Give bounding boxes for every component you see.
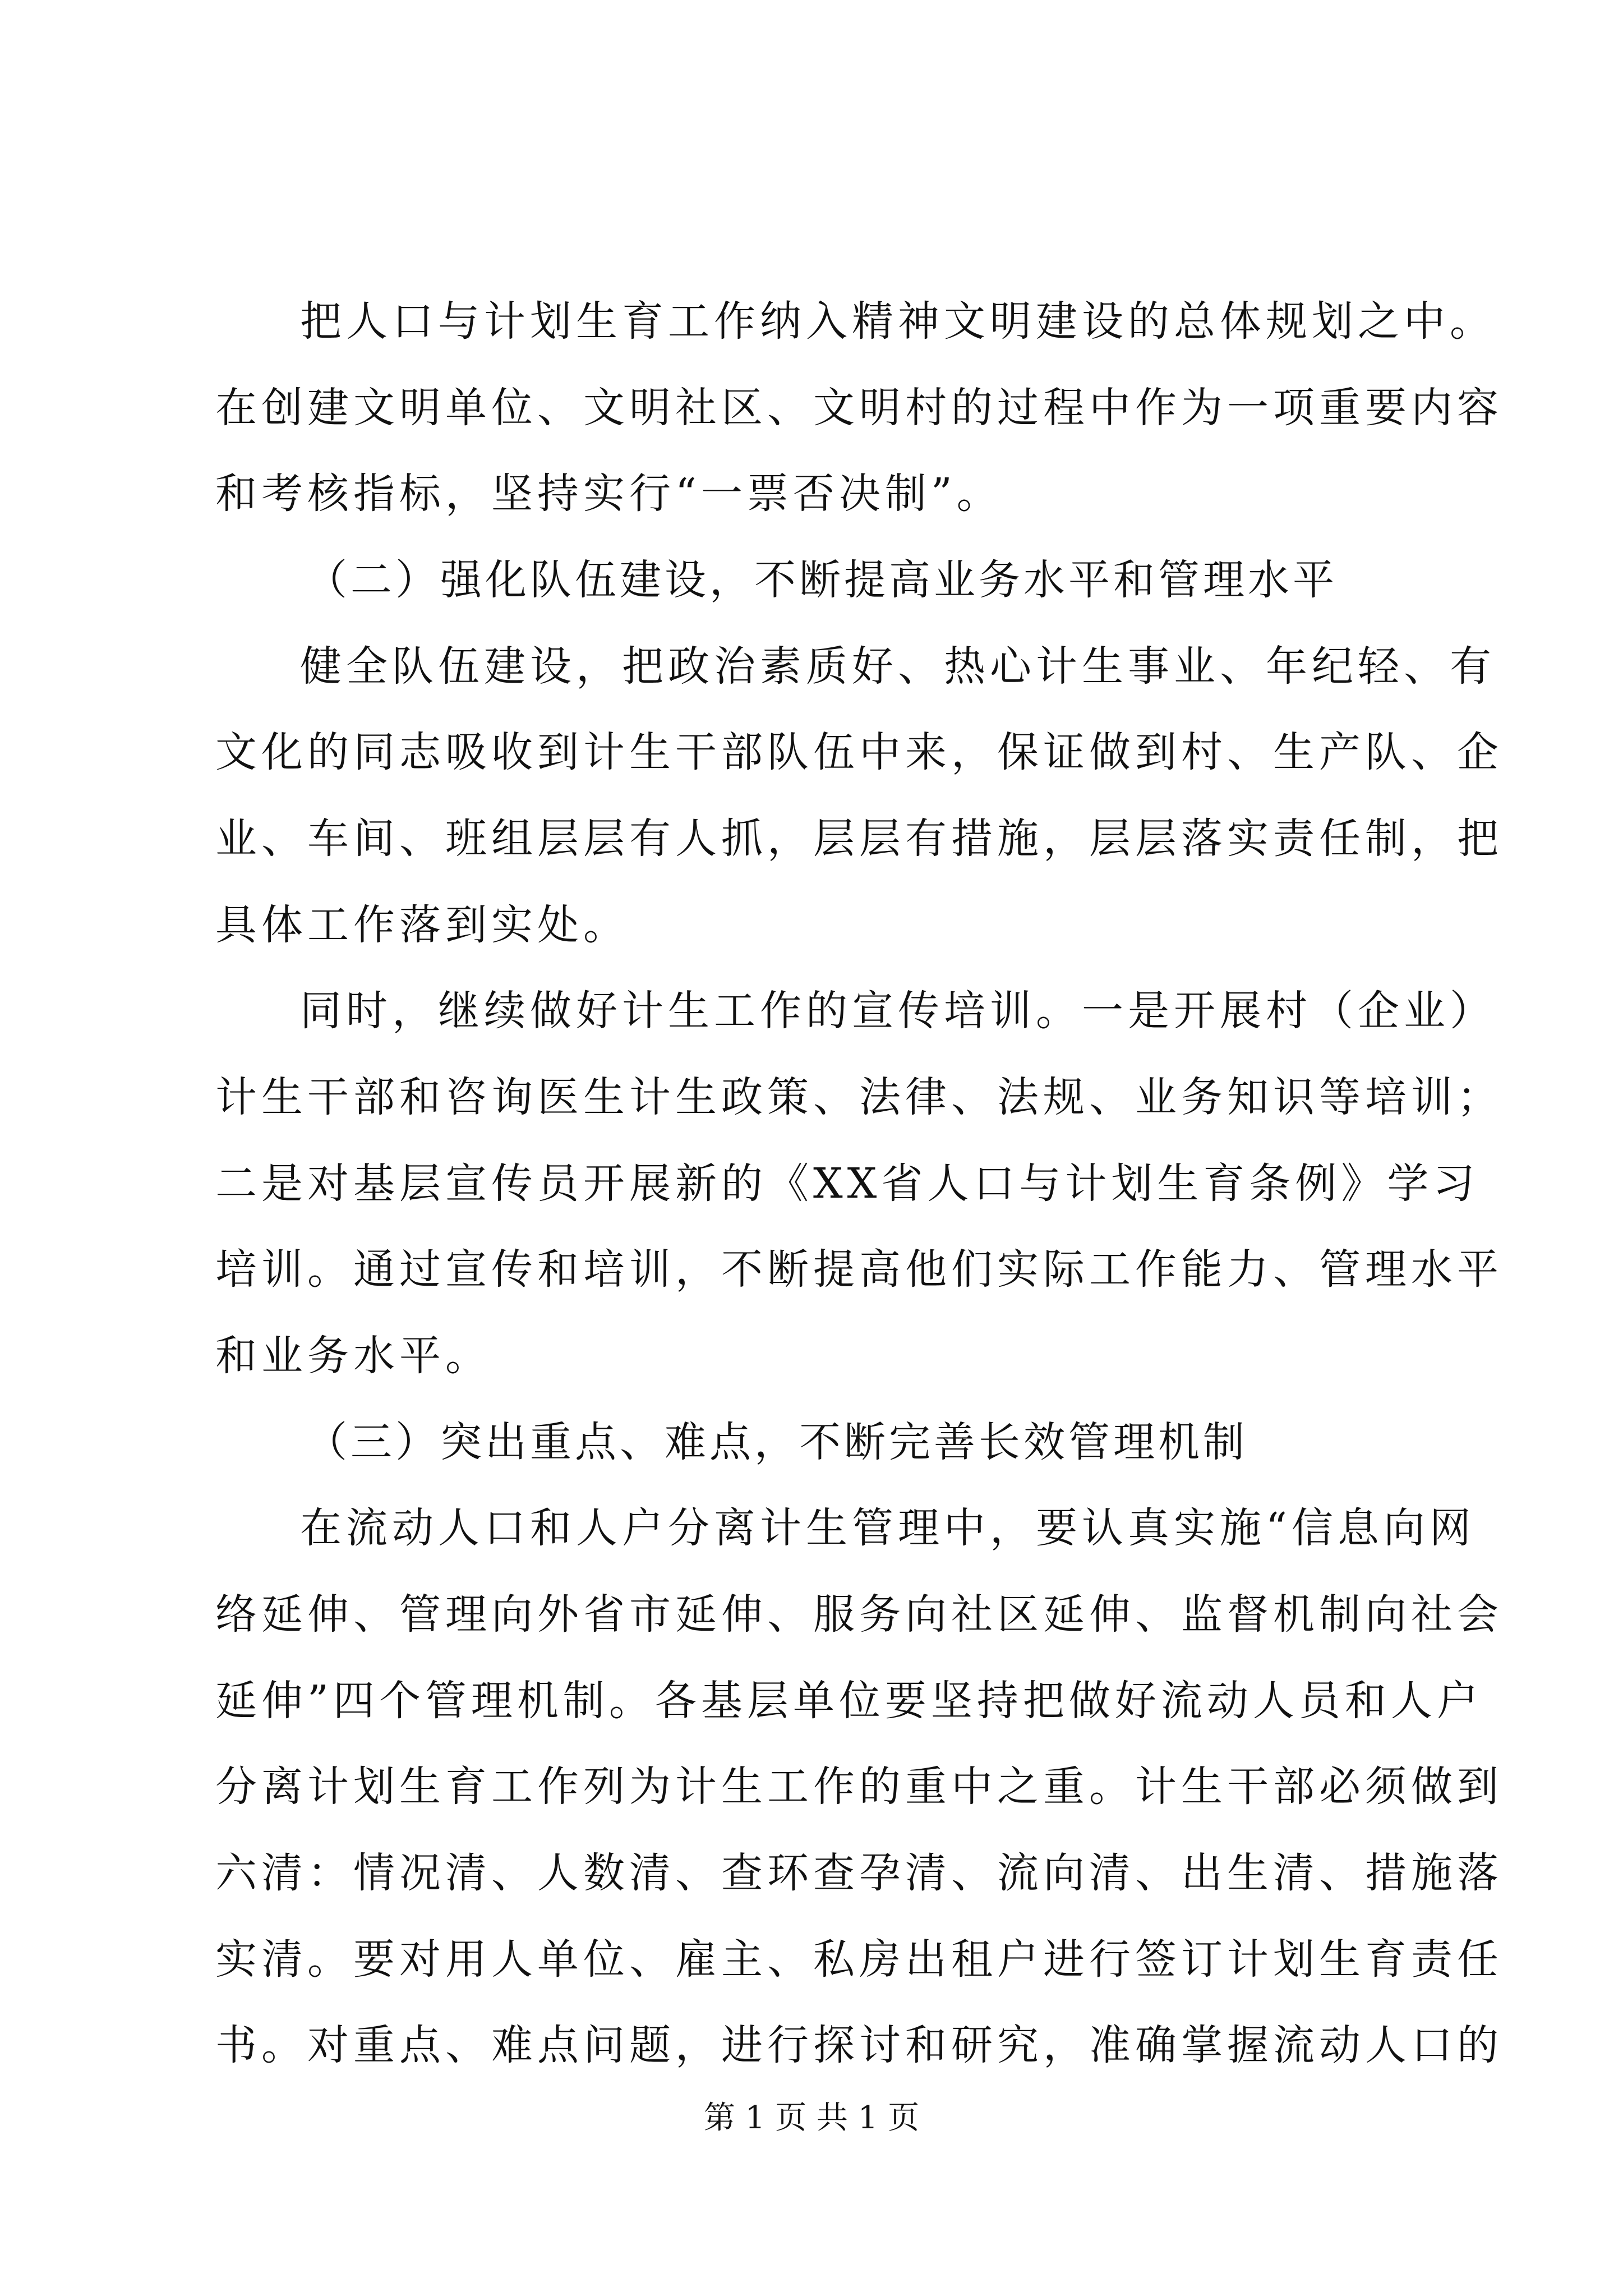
section-heading: （二）强化队伍建设，不断提高业务水平和管理水平 xyxy=(306,556,1338,604)
paragraph-line: 二是对基层宣传员开展新的《XX省人口与计划生育条例》学习 xyxy=(215,1159,1479,1208)
paragraph-line: 培训。通过宣传和培训，不断提高他们实际工作能力、管理水平 xyxy=(215,1245,1503,1294)
paragraph-line: 计生干部和咨询医生计生政策、法律、法规、业务知识等培训； xyxy=(215,1073,1503,1121)
paragraph-line: 六清：情况清、人数清、查环查孕清、流向清、出生清、措施落 xyxy=(215,1849,1503,1897)
paragraph-line: 把人口与计划生育工作纳入精神文明建设的总体规划之中。 xyxy=(300,297,1496,346)
paragraph-line: 络延伸、管理向外省市延伸、服务向社区延伸、监督机制向社会 xyxy=(215,1590,1503,1639)
paragraph-line: 文化的同志吸收到计生干部队伍中来，保证做到村、生产队、企 xyxy=(215,728,1503,776)
paragraph-line: 实清。要对用人单位、雇主、私房出租户进行签订计划生育责任 xyxy=(215,1935,1503,1984)
paragraph-line: 具体工作落到实处。 xyxy=(215,901,629,949)
paragraph-line: 和考核指标，坚持实行“一票否决制”。 xyxy=(215,470,1003,518)
paragraph-line: 同时，继续做好计生工作的宣传培训。一是开展村（企业） xyxy=(300,987,1496,1035)
paragraph-line: 分离计划生育工作列为计生工作的重中之重。计生干部必须做到 xyxy=(215,1763,1503,1811)
paragraph-line: 在创建文明单位、文明社区、文明村的过程中作为一项重要内容 xyxy=(215,384,1503,432)
paragraph-line: 和业务水平。 xyxy=(215,1332,491,1380)
paragraph-line: 书。对重点、难点问题，进行探讨和研究，准确掌握流动人口的 xyxy=(215,2021,1503,2069)
paragraph-line: 延伸”四个管理机制。各基层单位要坚持把做好流动人员和人户 xyxy=(215,1677,1483,1725)
paragraph-line: 健全队伍建设，把政治素质好、热心计生事业、年纪轻、有 xyxy=(300,642,1496,691)
paragraph-line: 业、车间、班组层层有人抓，层层有措施，层层落实责任制，把 xyxy=(215,815,1503,863)
page-number-footer: 第 1 页 共 1 页 xyxy=(703,2100,920,2136)
paragraph-line: 在流动人口和人户分离计生管理中，要认真实施“信息向网 xyxy=(300,1504,1476,1552)
section-heading: （三）突出重点、难点，不断完善长效管理机制 xyxy=(306,1418,1248,1466)
